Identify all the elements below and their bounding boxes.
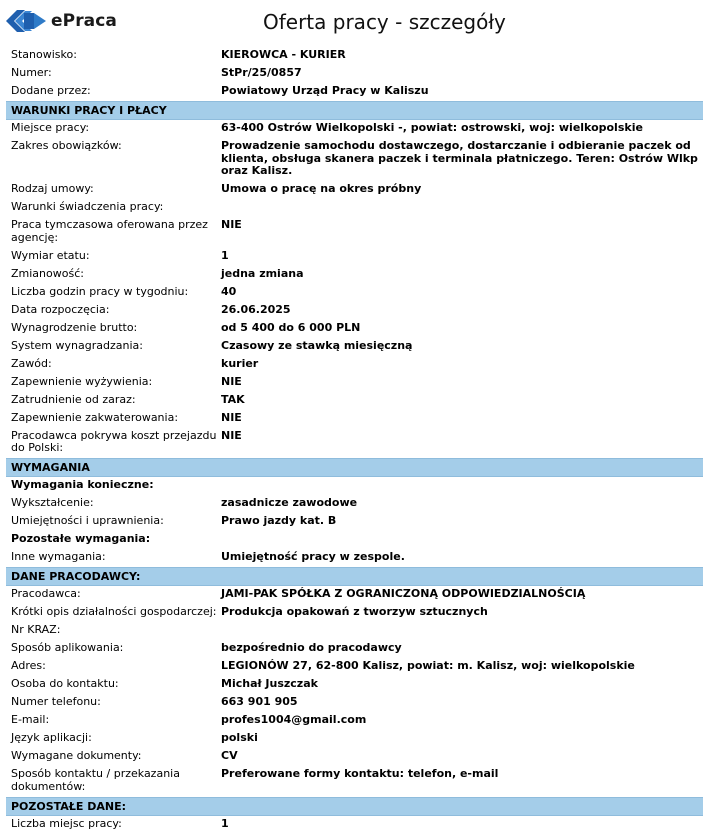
section-header <box>6 568 703 586</box>
detail-value: NIE <box>221 410 242 424</box>
epraca-logo[interactable] <box>6 10 117 32</box>
detail-value: od 5 400 do 6 000 PLN <box>221 320 361 334</box>
detail-row <box>6 320 703 338</box>
detail-row <box>6 410 703 428</box>
detail-value: polski <box>221 731 258 744</box>
detail-label: Krótki opis działalności gospodarczej: <box>11 605 217 618</box>
detail-label: Dodane przez: <box>11 84 91 97</box>
detail-label: Adres: <box>11 659 46 672</box>
detail-label: Zawód: <box>11 356 52 370</box>
detail-label: Data rozpoczęcia: <box>11 302 110 316</box>
detail-value: bezpośrednio do pracodawcy <box>221 641 402 654</box>
subsection-header <box>6 531 703 549</box>
detail-label: Zapewnienie zakwaterowania: <box>11 410 179 424</box>
detail-value: Powiatowy Urząd Pracy w Kaliszu <box>221 84 429 97</box>
detail-row <box>6 284 703 302</box>
detail-label: E-mail: <box>11 713 50 726</box>
detail-label: Sposób aplikowania: <box>11 641 124 654</box>
section-title: WYMAGANIA <box>6 459 703 477</box>
detail-row <box>6 604 703 622</box>
detail-label: Numer: <box>11 66 52 79</box>
detail-row <box>6 199 703 217</box>
detail-row <box>6 694 703 712</box>
detail-label: Warunki świadczenia pracy: <box>11 200 164 213</box>
detail-label: Liczba miejsc pracy: <box>11 816 122 830</box>
logo-text: ePraca <box>51 11 117 31</box>
detail-row <box>6 47 703 65</box>
detail-value: jedna zmiana <box>221 266 304 280</box>
offer-details-table <box>6 47 703 834</box>
detail-row <box>6 622 703 640</box>
detail-label: Numer telefonu: <box>11 695 101 708</box>
detail-value: Preferowane formy kontaktu: telefon, e-mail <box>221 767 499 780</box>
detail-value: Umowa o pracę na okres próbny <box>221 182 422 195</box>
detail-value: Prowadzenie samochodu dostawczego, dostarczanie i odbieranie paczek od klienta, obsługa skanera paczek i terminala płatniczego. Teren: Ostrów Wlkp oraz Kalisz. <box>221 139 698 177</box>
detail-row <box>6 428 703 459</box>
detail-row <box>6 815 703 834</box>
detail-value: StPr/25/0857 <box>221 66 302 79</box>
detail-row <box>6 65 703 83</box>
detail-row <box>6 513 703 531</box>
offer-details-body <box>6 47 703 834</box>
section-header <box>6 102 703 120</box>
detail-row <box>6 217 703 248</box>
detail-row <box>6 730 703 748</box>
detail-value: Michał Juszczak <box>221 677 318 690</box>
detail-label: Wymagane dokumenty: <box>11 749 142 762</box>
detail-label: Liczba godzin pracy w tygodniu: <box>11 284 189 298</box>
detail-label: Zmianowość: <box>11 266 84 280</box>
detail-label: Zakres obowiązków: <box>11 139 122 152</box>
detail-row <box>6 658 703 676</box>
detail-value: 1 <box>221 816 229 830</box>
detail-value: 26.06.2025 <box>221 302 291 316</box>
detail-label: Praca tymczasowa oferowana przez agencję: <box>11 218 208 244</box>
section-title: DANE PRACODAWCY: <box>6 568 703 586</box>
detail-value: KIEROWCA - KURIER <box>221 48 346 61</box>
detail-row <box>6 248 703 266</box>
detail-value: 63-400 Ostrów Wielkopolski -, powiat: ostrowski, woj: wielkopolskie <box>221 121 643 134</box>
detail-label: Inne wymagania: <box>11 550 106 563</box>
detail-label: Zatrudnienie od zaraz: <box>11 392 136 406</box>
detail-value: JAMI-PAK SPÓŁKA Z OGRANICZONĄ ODPOWIEDZIALNOŚCIĄ <box>221 587 586 600</box>
detail-row <box>6 712 703 730</box>
detail-value: CV <box>221 749 238 762</box>
detail-label: Wykształcenie: <box>11 496 94 509</box>
detail-label: Umiejętności i uprawnienia: <box>11 514 164 527</box>
detail-row <box>6 392 703 410</box>
subsection-title: Wymagania konieczne: <box>11 478 154 491</box>
section-header <box>6 797 703 815</box>
detail-label: Osoba do kontaktu: <box>11 677 119 690</box>
detail-row <box>6 586 703 605</box>
detail-label: Rodzaj umowy: <box>11 182 94 195</box>
detail-value <box>221 199 703 217</box>
detail-row <box>6 120 703 139</box>
detail-label: Język aplikacji: <box>11 731 92 744</box>
detail-row <box>6 181 703 199</box>
detail-label: Miejsce pracy: <box>11 121 90 134</box>
detail-label: Wymiar etatu: <box>11 248 90 262</box>
detail-value: TAK <box>221 392 245 406</box>
detail-row <box>6 640 703 658</box>
detail-value: 663 901 905 <box>221 695 298 708</box>
detail-value: kurier <box>221 356 259 370</box>
detail-label: Stanowisko: <box>11 48 77 61</box>
detail-value: Produkcja opakowań z tworzyw sztucznych <box>221 605 488 618</box>
detail-value: NIE <box>221 428 242 442</box>
page-title: Oferta pracy - szczegóły <box>263 10 506 34</box>
detail-row <box>6 138 703 181</box>
detail-value: NIE <box>221 374 242 388</box>
detail-value: profes1004@gmail.com <box>221 713 367 726</box>
detail-label: Sposób kontaktu / przekazania dokumentów: <box>11 767 180 793</box>
detail-row <box>6 748 703 766</box>
detail-row <box>6 356 703 374</box>
detail-label: System wynagradzania: <box>11 338 143 352</box>
detail-label: Zapewnienie wyżywienia: <box>11 374 153 388</box>
detail-value: Umiejętność pracy w zespole. <box>221 550 405 563</box>
detail-label: Nr KRAZ: <box>11 623 61 636</box>
detail-row <box>6 266 703 284</box>
detail-row <box>6 302 703 320</box>
subsection-header <box>6 477 703 496</box>
detail-value: LEGIONÓW 27, 62-800 Kalisz, powiat: m. Kalisz, woj: wielkopolskie <box>221 659 635 672</box>
epraca-logo-icon <box>6 10 46 32</box>
detail-label: Pracodawca: <box>11 587 81 600</box>
detail-value: Czasowy ze stawką miesięczną <box>221 338 413 352</box>
detail-row <box>6 338 703 356</box>
detail-value: NIE <box>221 218 242 231</box>
detail-value <box>221 622 703 640</box>
detail-row <box>6 374 703 392</box>
detail-value: 40 <box>221 284 237 298</box>
detail-value: zasadnicze zawodowe <box>221 496 358 509</box>
section-title: POZOSTAŁE DANE: <box>6 797 703 815</box>
detail-row <box>6 495 703 513</box>
section-title: WARUNKI PRACY I PŁACY <box>6 102 703 120</box>
page-header <box>0 0 703 46</box>
detail-label: Wynagrodzenie brutto: <box>11 320 138 334</box>
section-header <box>6 459 703 477</box>
detail-row <box>6 83 703 102</box>
subsection-title: Pozostałe wymagania: <box>11 532 151 545</box>
detail-row <box>6 676 703 694</box>
detail-label: Pracodawca pokrywa koszt przejazdu do Polski: <box>11 428 217 454</box>
detail-value: Prawo jazdy kat. B <box>221 514 337 527</box>
detail-row <box>6 766 703 797</box>
detail-row <box>6 549 703 568</box>
detail-value: 1 <box>221 248 229 262</box>
